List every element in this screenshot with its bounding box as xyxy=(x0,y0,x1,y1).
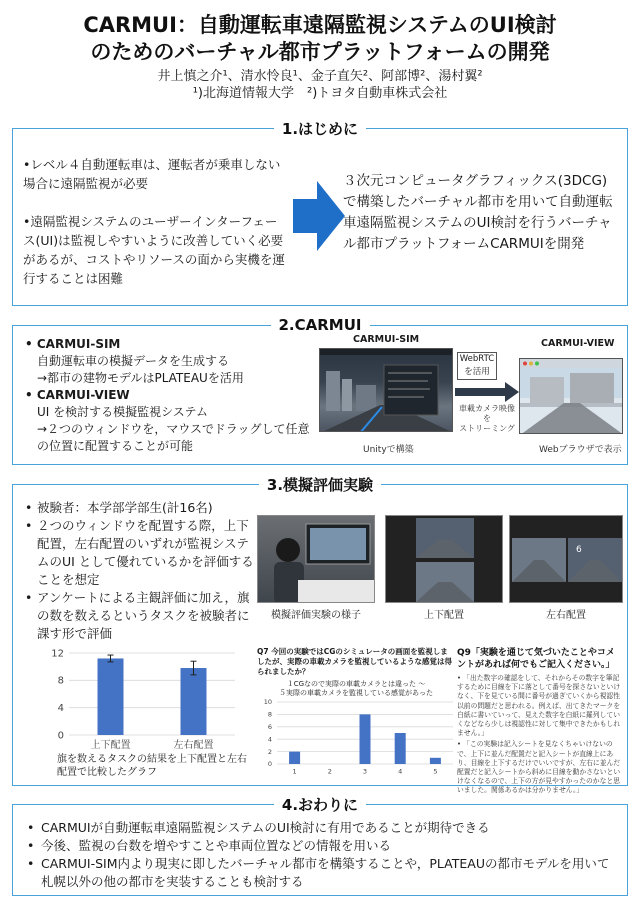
svg-text:6: 6 xyxy=(576,545,582,555)
q7-title: Q7 今回の実験ではCGのシミュレータの画面を監視しましたが、実際の車載カメラを監視しているような感覚は得られましたか？ xyxy=(257,647,452,676)
y-tick-label: 10 xyxy=(263,698,272,707)
vertical-layout-screenshot xyxy=(385,515,503,603)
y-tick-label: 4 xyxy=(267,735,272,744)
experiment-bullet: • 被験者：本学部学部生(計16名) xyxy=(25,499,257,517)
browser-caption: Webブラウザで表示 xyxy=(539,445,622,455)
conclusion-bullet: • 今後、監視の台数を増やすことや車両位置などの情報を用いる xyxy=(27,837,619,855)
stream-label: 車載カメラ映像を ストリーミング xyxy=(459,404,515,433)
y-tick-label: 6 xyxy=(267,722,272,731)
experiment-photo xyxy=(257,515,375,603)
x-tick-label: 上下配置 xyxy=(90,740,131,751)
y-tick-label: 0 xyxy=(57,730,64,742)
right-arrow-icon xyxy=(293,181,345,251)
horizontal-layout-screenshot xyxy=(509,515,623,603)
intro-heading: 1.はじめに xyxy=(274,120,366,138)
bar xyxy=(395,733,406,764)
unity-screenshot xyxy=(319,348,453,432)
intro-bullet-1: •レベル４自動運転車は、運転者が乗車しない場合に遠隔監視が必要 xyxy=(23,157,281,191)
conclusion-bullet: • CARMUI-SIM内より現実に即したバーチャル都市を構築することや，PLATEAUの都市モデルを用いて札幌以外の他の都市を実装することも検討する xyxy=(27,855,619,891)
bar xyxy=(360,714,371,764)
bar xyxy=(430,758,441,764)
experiment-bullet: • ２つのウィンドウを配置する際，上下配置，左右配置のいずれが監視システムのUI として優れているかを評価することを想定 xyxy=(25,517,257,589)
q9-comments xyxy=(457,647,623,798)
webrtc-box: WebRTC を活用 xyxy=(457,352,497,380)
sim-title: • CARMUI-SIM xyxy=(25,337,121,351)
bar xyxy=(98,658,124,735)
view-desc-1: UI を検討する模擬監視システム xyxy=(37,405,208,419)
view-title: • CARMUI-VIEW xyxy=(25,388,130,402)
poster-title-line2: のためのバーチャル都市プラットフォームの開発 xyxy=(90,40,550,64)
y-tick-label: 8 xyxy=(267,710,272,719)
stream-arrow-icon xyxy=(455,382,519,402)
x-tick-label: 2 xyxy=(327,767,332,776)
poster-header xyxy=(0,12,640,102)
intro-conclusion: ３次元コンピュータグラフィックス(3DCG)で構築したバーチャル都市を用いて自動運転車遠隔監視システムのUI検討を行うバーチャル都市プラットフォームCARMUIを開発 xyxy=(343,173,613,252)
carmui-heading: 2.CARMUI xyxy=(271,316,370,334)
y-tick-label: 2 xyxy=(267,747,272,756)
photo-caption-vertical: 上下配置 xyxy=(424,610,464,621)
carmui-architecture-figure xyxy=(315,332,625,460)
bar xyxy=(289,752,300,764)
y-tick-label: 8 xyxy=(57,675,64,687)
q7-scale-high: ５実際の車載カメラを監視している感覚があった xyxy=(279,689,433,697)
intro-section xyxy=(12,120,628,306)
q9-title: Q9「実験を通じて気づいたことやコメントがあれば何でもご記入ください。」 xyxy=(457,648,615,670)
experiment-bullet: • アンケートによる主観評価に加え，旗の数を数えるというタスクを被験者に課す形で評価 xyxy=(25,589,257,643)
affiliations: ¹)北海道情報大学 ²)トヨタ自動車株式会社 xyxy=(192,86,448,101)
x-tick-label: 1 xyxy=(292,767,297,776)
fig-view-label: CARMUI-VIEW xyxy=(541,338,615,349)
authors: 井上慎之介¹、清水怜良¹、金子直矢²、阿部博²、湯村翼² xyxy=(157,69,483,84)
conclusion-section xyxy=(12,796,628,896)
photo-caption-experiment: 模擬評価実験の様子 xyxy=(271,610,361,621)
view-desc-2: →２つのウィンドウを，マウスでドラッグして任意の位置に配置することが可能 xyxy=(37,422,310,453)
photo-caption-horizontal: 左右配置 xyxy=(546,610,586,621)
carmui-section xyxy=(12,316,628,465)
intro-bullet-2: •遠隔監視システムのユーザーインターフェース(UI)は監視しやすいように改善していく必要があるが、コストやリソースの面から実機を運行することは困難 xyxy=(23,214,285,286)
x-tick-label: 3 xyxy=(362,767,368,776)
experiment-heading: 3.模擬評価実験 xyxy=(259,476,381,494)
y-tick-label: 0 xyxy=(267,760,272,769)
fig-sim-label: CARMUI-SIM xyxy=(353,334,420,345)
q7-survey xyxy=(257,647,455,783)
q7-bar-chart xyxy=(257,698,455,778)
x-tick-label: 4 xyxy=(398,767,403,776)
y-tick-label: 12 xyxy=(51,648,64,660)
sim-desc-2: →都市の建物モデルはPLATEAUを活用 xyxy=(37,371,244,385)
poster-title-line1: CARMUI：自動運転車遠隔監視システムのUI検討 xyxy=(83,13,557,37)
y-tick-label: 4 xyxy=(57,703,64,714)
bar xyxy=(181,668,207,735)
unity-caption: Unityで構築 xyxy=(363,445,414,455)
conclusion-heading: 4.おわりに xyxy=(274,796,366,814)
conclusion-bullet: • CARMUIが自動運転車遠隔監視システムのUI検討に有用であることが期待できる xyxy=(27,819,619,837)
bar-chart-caption: 旗を数えるタスクの結果を上下配置と左右配置で比較したグラフ xyxy=(57,754,247,778)
browser-screenshot xyxy=(519,358,623,434)
q7-scale-low: １CGなので実際の車載カメラとは違った ～ xyxy=(286,680,426,688)
q9-answer-1: • 「出た数字の確認をして、それからその数字を筆記するために目線を下に落として番号を探さないといけなく、下を見ている間に番号が過ぎていくから視認性以前の問題だと思われる。例えば、出てきたマークを白紙に書いていって、見えた数字を白紙に羅列していくなどなら少しは視認性に対して集中できたかもしれません。」 xyxy=(457,674,621,738)
x-tick-label: 5 xyxy=(433,767,438,776)
x-tick-label: 左右配置 xyxy=(173,740,214,751)
q9-answer-2: • 「この実験は記入シートを見なくちゃいけないので、上下に並んだ配置だと記入シートが直線上にあり、目線を上下するだけでいいですが、左右に並んだ配置だと記入シートから斜めに目線を動かさないといけなくなるので、上下の方が見やすかったのかなと思いました。関係あるかは分かりません。」 xyxy=(457,740,621,795)
experiment-section xyxy=(12,476,628,795)
sim-desc-1: 自動運転車の模擬データを生成する xyxy=(37,354,230,368)
